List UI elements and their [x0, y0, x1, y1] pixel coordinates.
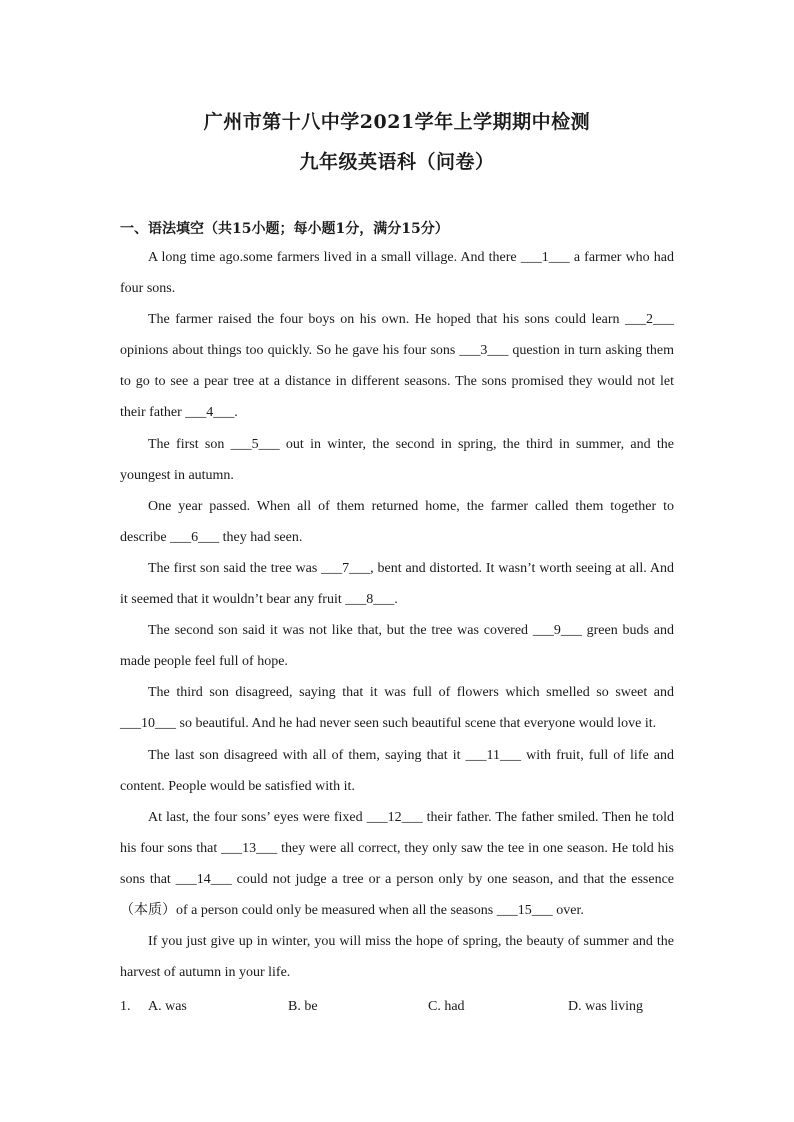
section-heading: 一、语法填空（共15小题；每小题1分，满分15分）	[120, 221, 449, 237]
option-a: A. was	[148, 999, 187, 1014]
option-c: C. had	[428, 999, 465, 1014]
exam-subtitle: 九年级英语科（问卷）	[299, 151, 495, 173]
passage-paragraph: The second son said it was not like that, but the tree was covered ___9___ green buds and made people feel full of hope.	[120, 623, 674, 670]
question-number: 1.	[120, 999, 131, 1014]
passage-paragraph: If you just give up in winter, you will miss the hope of spring, the beauty of summer and the harvest of autumn in your life.	[120, 934, 674, 981]
passage-paragraph: The first son said the tree was ___7___, bent and distorted. It wasn’t worth seeing at all. And it seemed that it wouldn’t bear any fruit ___8___.	[120, 560, 674, 608]
passage-paragraph: The farmer raised the four boys on his own. He hoped that his sons could learn ___2___ opinions about things too quickly. So he gave his four sons ___3___ question in turn asking them to go to see a pear tree at a distance in different seasons. The sons promised they would not let their father ___4___.	[120, 312, 674, 421]
passage-paragraph: The third son disagreed, saying that it was full of flowers which smelled so sweet and ___10___ so beautiful. And he had never seen such beautiful scene that everyone would love it.	[120, 685, 674, 732]
passage-paragraph: The first son ___5___ out in winter, the second in spring, the third in summer, and the youngest in autumn.	[120, 436, 674, 483]
question-1-options	[120, 991, 674, 1022]
option-b: B. be	[288, 999, 318, 1014]
passage	[120, 242, 674, 988]
passage-paragraph: One year passed. When all of them returned home, the farmer called them together to describe ___6___ they had seen.	[120, 498, 674, 545]
exam-title: 广州市第十八中学2021学年上学期期中检测	[203, 111, 591, 133]
passage-paragraph: The last son disagreed with all of them, saying that it ___11___ with fruit, full of life and content. People would be satisfied with it.	[120, 747, 674, 794]
option-d: D. was living	[568, 999, 644, 1014]
passage-paragraph: A long time ago.some farmers lived in a small village. And there ___1___ a farmer who had four sons.	[120, 250, 674, 297]
passage-paragraph: At last, the four sons’ eyes were fixed ___12___ their father. The father smiled. Then he told his four sons that ___13___ they were all correct, they only saw the tee in one season. He told his sons that ___14___ could not judge a tree or a person only by one season, and that the essence（本质）of a person could only be measured when all the seasons ___15___ over.	[120, 809, 674, 918]
